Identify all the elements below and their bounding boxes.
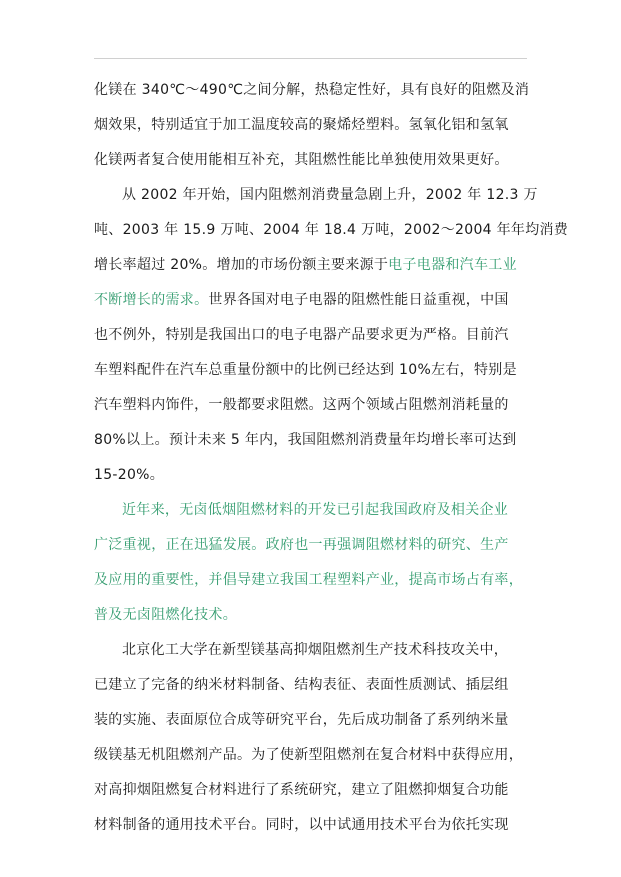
paragraph-4-line-3: 装的实施、表面原位合成等研究平台，先后成功制备了系列纳米量 [94,712,509,728]
paragraph-4-line-1: 北京化工大学在新型镁基高抑烟阻燃剂生产技术科技攻关中， [122,642,509,658]
paragraph-2-line-2: 吨、2003 年 15.9 万吨、2004 年 18.4 万吨，2002～2004 年年均消费 [94,222,569,238]
paragraph-2-line-4-text: 世界各国对电子电器的阻燃性能日益重视，中国 [208,292,509,308]
paragraph-2-line-4 [94,290,509,310]
paragraph-2-line-3 [94,255,517,275]
paragraph-2-line-1: 从 2002 年开始，国内阻燃剂消费量急剧上升，2002 年 12.3 万 [122,187,538,203]
paragraph-2-line-8: 80%以上。预计未来 5 年内，我国阻燃剂消费量年均增长率可达到 [94,432,517,448]
paragraph-2-line-9: 15-20%。 [94,467,165,483]
paragraph-3-line-4: 普及无卤阻燃化技术。 [94,607,237,623]
paragraph-3-line-2: 广泛重视，正在迅猛发展。政府也一再强调阻燃材料的研究、生产 [94,537,509,553]
paragraph-4-line-5: 对高抑烟阻燃复合材料进行了系统研究，建立了阻燃抑烟复合功能 [94,782,509,798]
paragraph-3-line-3: 及应用的重要性，并倡导建立我国工程塑料产业，提高市场占有率， [94,572,523,588]
paragraph-4-line-6: 材料制备的通用技术平台。同时，以中试通用技术平台为依托实现 [94,817,509,833]
paragraph-2-line-3-text: 增长率超过 20%。增加的市场份额主要来源于 [94,257,389,273]
paragraph-3-line-1: 近年来，无卤低烟阻燃材料的开发已引起我国政府及相关企业 [122,502,509,518]
paragraph-1-line-1: 化镁在 340℃～490℃之间分解，热稳定性好，具有良好的阻燃及消 [94,82,530,98]
paragraph-2-line-6: 车塑料配件在汽车总重量份额中的比例已经达到 10%左右，特别是 [94,362,517,378]
paragraph-2-line-7: 汽车塑料内饰件，一般都要求阻燃。这两个领域占阻燃剂消耗量的 [94,397,509,413]
header-rule [94,58,527,59]
paragraph-4-line-4: 级镁基无机阻燃剂产品。为了使新型阻燃剂在复合材料中获得应用， [94,747,523,763]
paragraph-2-line-5: 也不例外，特别是我国出口的电子电器产品要求更为严格。目前汽 [94,327,509,343]
paragraph-1-line-2: 烟效果，特别适宜于加工温度较高的聚烯烃塑料。氢氧化铝和氢氧 [94,117,509,133]
highlight-text: 不断增长的需求。 [94,292,209,308]
paragraph-1-line-3: 化镁两者复合使用能相互补充，其阻燃性能比单独使用效果更好。 [94,152,509,168]
highlight-text: 电子电器和汽车工业 [388,257,517,273]
paragraph-4-line-2: 已建立了完备的纳米材料制备、结构表征、表面性质测试、插层组 [94,677,509,693]
